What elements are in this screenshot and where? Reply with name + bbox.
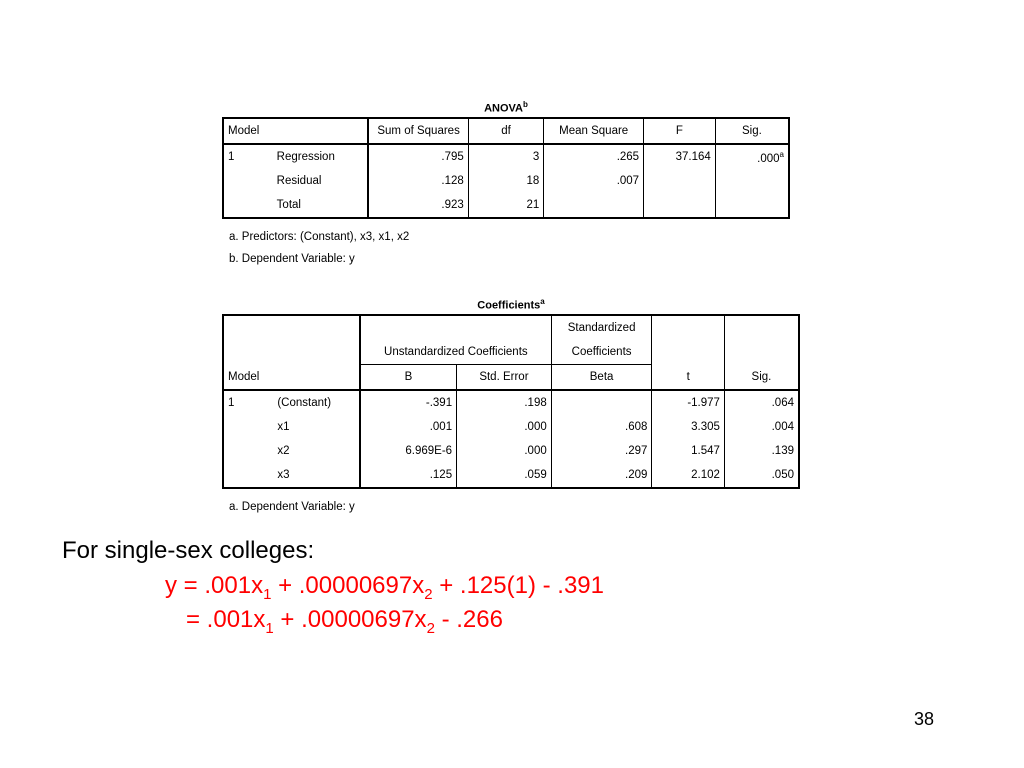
cell-f: 37.164 bbox=[644, 144, 716, 169]
coefficients-note: a. Dependent Variable: y bbox=[229, 501, 355, 513]
coef-header-beta: Beta bbox=[551, 365, 652, 391]
table-row bbox=[223, 463, 799, 488]
cell-df: 3 bbox=[468, 144, 543, 169]
cell-se: .059 bbox=[457, 463, 552, 488]
cell-beta: .608 bbox=[551, 415, 652, 439]
table-row bbox=[223, 193, 789, 218]
cell-b: -.391 bbox=[360, 390, 457, 415]
cell-se: .000 bbox=[457, 415, 552, 439]
cell-f bbox=[644, 193, 716, 218]
cell-ss: .923 bbox=[368, 193, 468, 218]
table-row bbox=[223, 390, 799, 415]
cell-beta bbox=[551, 390, 652, 415]
anova-table bbox=[222, 117, 790, 219]
cell-ms: .265 bbox=[544, 144, 644, 169]
coef-group-row-2 bbox=[223, 340, 799, 365]
cell-sig: .000$^a$ bbox=[715, 144, 789, 169]
coef-header-model: Model bbox=[223, 365, 360, 391]
coef-header-sig: Sig. bbox=[724, 365, 799, 391]
row-label: x3 bbox=[277, 469, 290, 481]
row-label: Regression bbox=[276, 151, 335, 163]
coefficients-title: Coefficients$^a$ bbox=[477, 297, 545, 312]
table-row bbox=[223, 439, 799, 463]
cell-beta: .297 bbox=[551, 439, 652, 463]
anova-model-number: 1 bbox=[228, 151, 235, 163]
row-label: x1 bbox=[277, 421, 290, 433]
anova-header-f: F bbox=[644, 118, 716, 144]
anova-header-df: df bbox=[468, 118, 543, 144]
cell-b: 6.969E-6 bbox=[360, 439, 457, 463]
coef-header-t: t bbox=[652, 365, 725, 391]
cell-sig bbox=[715, 193, 789, 218]
cell-t: 1.547 bbox=[652, 439, 725, 463]
cell-ss: .128 bbox=[368, 169, 468, 193]
row-label: Residual bbox=[276, 175, 322, 187]
anova-header-ms: Mean Square bbox=[544, 118, 644, 144]
cell-t: 2.102 bbox=[652, 463, 725, 488]
coef-group-std-line1: Standardized bbox=[551, 315, 652, 340]
anova-title: ANOVA$^b$ bbox=[484, 100, 528, 115]
anova-note-b: b. Dependent Variable: y bbox=[229, 253, 355, 265]
cell-se: .198 bbox=[457, 390, 552, 415]
cell-se: .000 bbox=[457, 439, 552, 463]
cell-b: .125 bbox=[360, 463, 457, 488]
table-row bbox=[223, 169, 789, 193]
table-row bbox=[223, 144, 789, 169]
coef-header-row bbox=[223, 365, 799, 391]
cell-t: -1.977 bbox=[652, 390, 725, 415]
table-row bbox=[223, 415, 799, 439]
coef-header-b: B bbox=[360, 365, 457, 391]
coef-group-std-line2: Coefficients bbox=[551, 340, 652, 365]
row-label: (Constant) bbox=[277, 397, 332, 409]
equation-line-2: = $.001x_1 + .00000697x_2 - .266$ bbox=[186, 606, 503, 637]
page-number: 38 bbox=[914, 709, 935, 729]
cell-b: .001 bbox=[360, 415, 457, 439]
cell-ss: .795 bbox=[368, 144, 468, 169]
coef-group-row-1 bbox=[223, 315, 799, 340]
cell-sig: .004 bbox=[724, 415, 799, 439]
cell-f bbox=[644, 169, 716, 193]
equation-line-1: $y = .001x_1 + .00000697x_2 + .125(1) - .391$ bbox=[165, 572, 604, 603]
anova-note-a: a. Predictors: (Constant), x3, x1, x2 bbox=[229, 231, 410, 243]
anova-header-ss: Sum of Squares bbox=[368, 118, 468, 144]
slide-heading: For single-sex colleges: bbox=[62, 537, 315, 564]
cell-sig bbox=[715, 169, 789, 193]
cell-beta: .209 bbox=[551, 463, 652, 488]
coef-model-number: 1 bbox=[228, 397, 235, 409]
cell-ms bbox=[544, 193, 644, 218]
cell-sig: .139 bbox=[724, 439, 799, 463]
coef-group-unstd: Unstandardized Coefficients bbox=[360, 340, 551, 365]
cell-sig: .064 bbox=[724, 390, 799, 415]
row-label: x2 bbox=[277, 445, 290, 457]
coef-header-se: Std. Error bbox=[457, 365, 552, 391]
cell-sig: .050 bbox=[724, 463, 799, 488]
cell-t: 3.305 bbox=[652, 415, 725, 439]
cell-df: 18 bbox=[468, 169, 543, 193]
anova-header-sig: Sig. bbox=[715, 118, 789, 144]
anova-header-model: Model bbox=[223, 118, 368, 144]
coefficients-table bbox=[222, 314, 800, 489]
cell-df: 21 bbox=[468, 193, 543, 218]
row-label: Total bbox=[276, 199, 301, 211]
cell-ms: .007 bbox=[544, 169, 644, 193]
anova-header-row bbox=[223, 118, 789, 144]
